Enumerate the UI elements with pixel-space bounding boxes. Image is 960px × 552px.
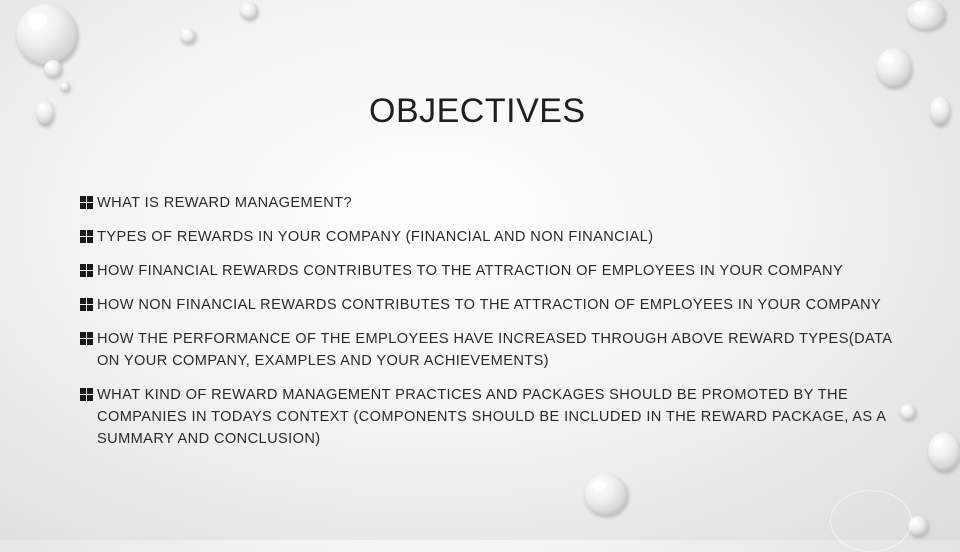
water-droplet	[60, 82, 70, 92]
water-droplet	[180, 28, 196, 44]
water-droplet	[44, 60, 62, 78]
water-droplet	[928, 432, 960, 472]
list-item	[80, 328, 900, 372]
list-item	[80, 192, 900, 214]
water-droplet	[906, 0, 946, 30]
water-droplet	[930, 96, 950, 126]
list-item	[80, 384, 900, 450]
slide-title: OBJECTIVES	[369, 92, 586, 130]
checkbox-square-bullet-icon	[80, 388, 94, 402]
list-item-text: HOW NON FINANCIAL REWARDS CONTRIBUTES TO THE ATTRACTION OF EMPLOYEES IN YOUR COMPANY	[97, 297, 882, 313]
list-item	[80, 226, 900, 248]
water-droplet	[876, 48, 912, 88]
list-item-text: HOW FINANCIAL REWARDS CONTRIBUTES TO THE ATTRACTION OF EMPLOYEES IN YOUR COMPANY	[97, 263, 844, 279]
checkbox-square-bullet-icon	[80, 196, 94, 210]
checkbox-square-bullet-icon	[80, 298, 94, 312]
water-droplet	[900, 404, 916, 420]
checkbox-square-bullet-icon	[80, 230, 94, 244]
ripple-ring	[830, 490, 912, 552]
list-item-text: WHAT KIND OF REWARD MANAGEMENT PRACTICES AND PACKAGES SHOULD BE PROMOTED BY THE COMPANIES IN TODAYS CONTEXT (COMPONENTS SHOULD BE INCLUDED IN THE REWARD PACKAGE, AS A SUMMARY AND CONCLUSION)	[97, 387, 886, 447]
list-item	[80, 260, 900, 282]
list-item-text: TYPES OF REWARDS IN YOUR COMPANY (FINANCIAL AND NON FINANCIAL)	[97, 229, 654, 245]
checkbox-square-bullet-icon	[80, 264, 94, 278]
water-droplet	[16, 4, 78, 66]
list-item	[80, 294, 900, 316]
list-item-text: WHAT IS REWARD MANAGEMENT?	[97, 195, 352, 211]
water-droplet	[36, 100, 54, 126]
checkbox-square-bullet-icon	[80, 332, 94, 346]
list-item-text: HOW THE PERFORMANCE OF THE EMPLOYEES HAVE INCREASED THROUGH ABOVE REWARD TYPES(DATA ON YOUR COMPANY, EXAMPLES AND YOUR ACHIEVEMENTS)	[97, 331, 892, 369]
objectives-list	[80, 192, 900, 462]
water-droplet	[584, 474, 628, 516]
water-droplet	[240, 2, 258, 20]
